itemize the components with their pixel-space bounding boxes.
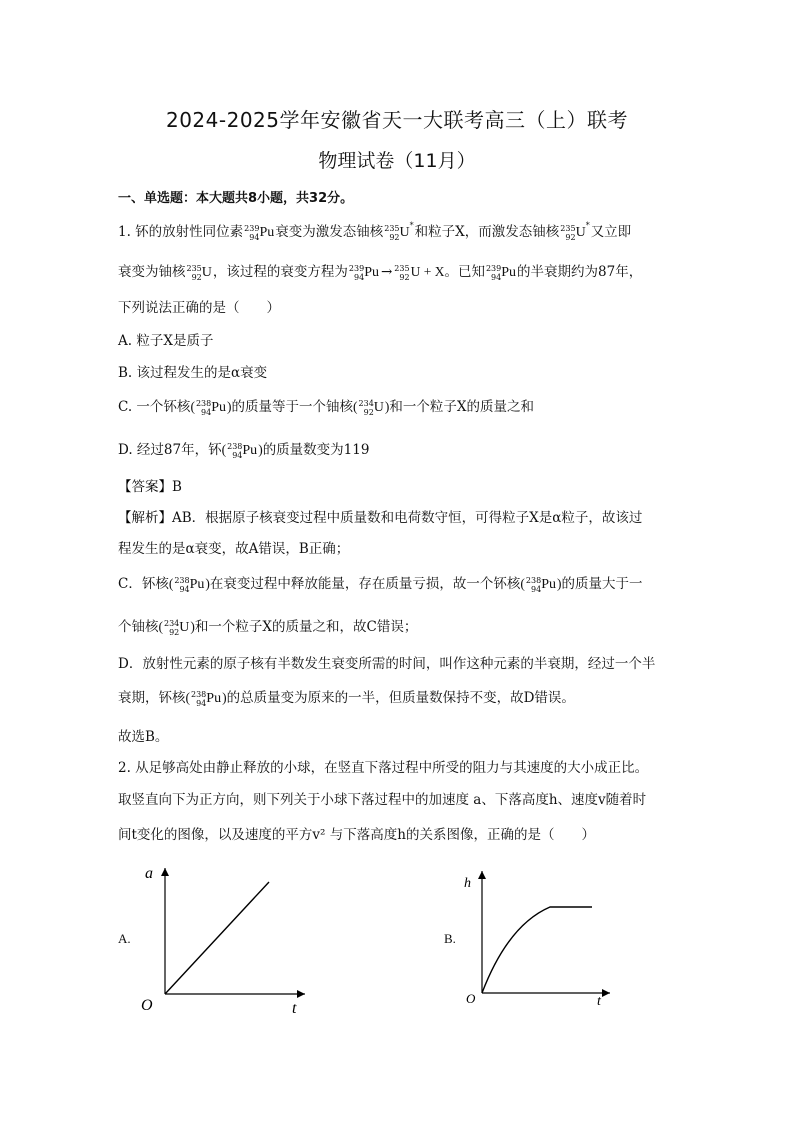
q1-option-d: D. 经过87年，钚( 238 94 Pu)的质量数变为119 bbox=[118, 441, 370, 460]
graph-b-x-label: t bbox=[597, 994, 601, 1009]
graph-a-origin: O bbox=[141, 997, 153, 1014]
q2-line-2: 取竖直向下为正方向，则下列关于小球下落过程中的加速度 a、下落高度h、速度v随着时 bbox=[118, 792, 647, 808]
q1-explanation-6: 衰期，钚核( 238 94 Pu)的总质量变为原来的一半，但质量数保持不变，故D错误。 bbox=[118, 689, 575, 708]
graph-b-y-label: h bbox=[464, 876, 471, 891]
nuclide-pu239: 239 94 Pu bbox=[348, 263, 379, 282]
graph-b bbox=[460, 865, 620, 1015]
q1-explanation-2: 程发生的是α衰变，故A错误，B正确； bbox=[118, 541, 350, 557]
exam-title: 2024-2025学年安徽省天一大联考高三（上）联考 bbox=[165, 108, 628, 132]
q1-explanation-5: D．放射性元素的原子核有半数发生衰变所需的时间，叫作这种元素的半衰期，经过一个半 bbox=[118, 656, 656, 672]
q1-option-c: C. 一个钚核( 238 94 Pu)的质量等于一个铀核( 234 92 U)和一个粒子X的质量之和 bbox=[118, 398, 535, 417]
graph-a-x-arrow bbox=[297, 990, 305, 998]
q1-explanation-3: C．钚核( 238 94 Pu)在衰变过程中释放能量，存在质量亏损，故一个钚核( 238 94 Pu)的质量大于一 bbox=[118, 575, 643, 594]
graph-b-y-arrow bbox=[478, 871, 486, 879]
q1-answer: 【答案】B bbox=[118, 479, 182, 495]
nuclide-u235: 235 92 U bbox=[186, 263, 212, 282]
q1-option-a: A. 粒子X是质子 bbox=[118, 333, 214, 349]
graph-a-curve bbox=[165, 882, 269, 994]
nuclide-pu239: 239 94 Pu bbox=[244, 223, 275, 242]
graph-b-x-arrow bbox=[602, 989, 610, 997]
q2-option-b-label: B. bbox=[444, 931, 456, 946]
nuclide-u235-excited: 235 92 U* bbox=[384, 220, 414, 242]
q1-line-1: 1. 钚的放射性同位素 239 94 Pu衰变为激发态铀核 235 92 U*和粒子X，而激发态铀核 235 92 U*又立即 bbox=[118, 220, 632, 242]
q2-option-a-label: A. bbox=[118, 931, 131, 946]
section-heading: 一、单选题：本大题共8小题，共32分。 bbox=[118, 191, 354, 206]
graph-a-x-label: t bbox=[292, 1000, 297, 1017]
q1-explanation-7: 故选B。 bbox=[118, 729, 169, 745]
q1-line-2: 衰变为铀核 235 92 U，该过程的衰变方程为 239 94 Pu → 235 92 U + X。已知 239 94 Pu的半衰期约为87年， bbox=[118, 263, 643, 282]
nuclide-u235-excited: 235 92 U* bbox=[560, 220, 590, 242]
q2-line-1: 2. 从足够高处由静止释放的小球，在竖直下落过程中所受的阻力与其速度的大小成正比。 bbox=[118, 760, 649, 776]
q1-option-b: B. 该过程发生的是α衰变 bbox=[118, 365, 268, 381]
q1-explanation-1: 【解析】AB．根据原子核衰变过程中质量数和电荷数守恒，可得粒子X是α粒子，故该过 bbox=[118, 510, 643, 526]
nuclide-pu239: 239 94 Pu bbox=[485, 263, 517, 282]
nuclide-u235: 235 92 bbox=[394, 263, 410, 282]
graph-a-y-label: a bbox=[145, 865, 153, 882]
graph-b-curve bbox=[482, 907, 592, 993]
graph-a-y-arrow bbox=[161, 868, 169, 876]
exam-subtitle: 物理试卷（11月） bbox=[318, 150, 476, 172]
graph-b-origin: O bbox=[466, 991, 476, 1006]
q2-line-3: 间t变化的图像，以及速度的平方v² 与下落高度h的关系图像，正确的是（ ） bbox=[118, 827, 595, 843]
arrow: → bbox=[380, 264, 393, 280]
q1-explanation-4: 个铀核( 234 92 U)和一个粒子X的质量之和，故C错误； bbox=[118, 618, 418, 637]
q1-line-3: 下列说法正确的是（ ） bbox=[118, 300, 280, 316]
graph-a bbox=[135, 860, 315, 1020]
